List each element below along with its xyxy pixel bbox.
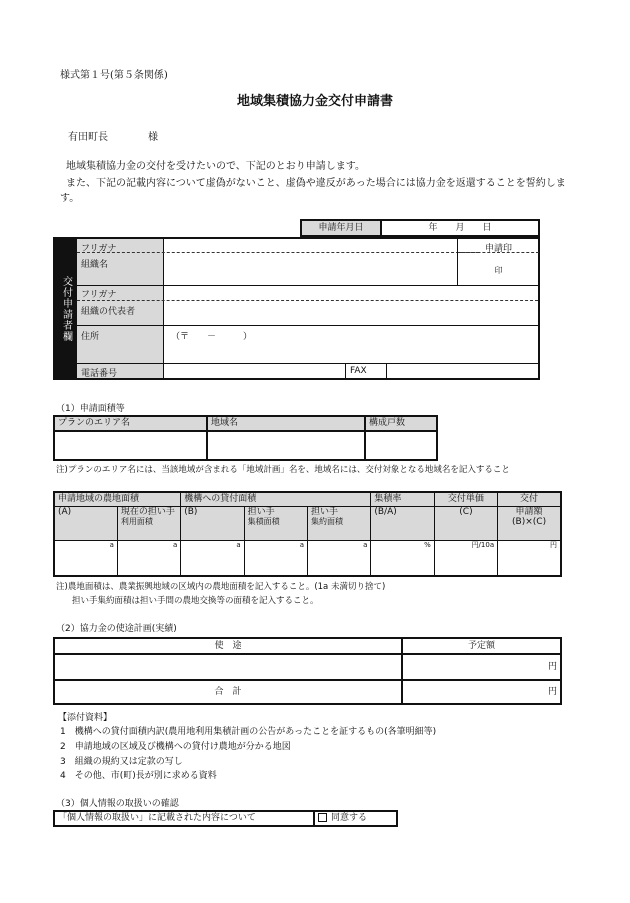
farmer-agg-line1: 担い手 xyxy=(247,506,275,517)
address-label: 住所 xyxy=(81,332,100,342)
current-farmer-line1: 現在の担い手 xyxy=(120,506,175,517)
planned-header: 予定額 xyxy=(402,638,561,654)
attachment-item-2: 2 申請地域の区域及び機構への貸付け農地が分かる地図 xyxy=(60,742,291,752)
row-divider-1 xyxy=(77,285,538,286)
farmer-agg-line2: 集積面積 xyxy=(247,516,280,526)
agree-checkbox[interactable] xyxy=(318,813,327,822)
attachment-item-3: 3 組織の規約又は定款の写し xyxy=(60,757,183,767)
org-name-field[interactable] xyxy=(165,255,477,285)
use-header: 使 途 xyxy=(54,638,402,654)
seal-mark: 印 xyxy=(494,266,503,275)
plan-area-table xyxy=(53,415,438,461)
applicant-side-label xyxy=(55,239,77,378)
total-label: 合 計 xyxy=(54,680,402,704)
applicant-block xyxy=(53,237,540,380)
rate-header: 集積率 xyxy=(371,492,434,506)
fax-cell xyxy=(345,363,387,378)
intro-line-3: す。 xyxy=(60,193,80,204)
attachments-heading: 【添付資料】 xyxy=(58,713,113,723)
row-divider-3 xyxy=(77,363,538,364)
unit-amount-cell[interactable]: 円 xyxy=(498,540,561,576)
privacy-table xyxy=(53,810,398,827)
seal-box xyxy=(457,239,539,285)
unit-current-cell[interactable]: a xyxy=(117,540,180,576)
row-divider-2 xyxy=(77,325,538,326)
farmer-agg-header xyxy=(244,506,307,540)
postal-code-field[interactable]: （〒 － ） xyxy=(171,332,253,342)
org-name-label: 組織名 xyxy=(81,260,109,270)
farmer-con-line2: 集約面積 xyxy=(311,516,343,526)
area-table xyxy=(53,491,562,577)
date-row xyxy=(300,219,540,237)
amount-header: 交付 xyxy=(498,492,561,506)
furigana-label-2: フリガナ xyxy=(81,290,117,300)
region-cell[interactable] xyxy=(207,431,365,460)
price-header: 交付単価 xyxy=(434,492,497,506)
furigana-divider-1 xyxy=(77,252,479,253)
seal-header: 申請印 xyxy=(484,244,512,254)
intro-line-2: また、下記の記載内容について虚偽がないこと、虚偽や違反があった場合には協力金を返還することを誓約しま xyxy=(66,178,566,189)
unit-a-cell[interactable]: a xyxy=(54,540,117,576)
representative-label: 組織の代表者 xyxy=(81,307,136,317)
unit-rate-cell[interactable]: % xyxy=(371,540,434,576)
page-title: 地域集積協力金交付申請書 xyxy=(236,94,393,109)
date-label: 申請年月日 xyxy=(301,220,381,236)
unit-price-cell[interactable]: 円/10a xyxy=(434,540,497,576)
current-farmer-line2: 利用面積 xyxy=(120,516,153,526)
addressee: 有田町長 様 xyxy=(68,132,158,143)
current-farmer-header xyxy=(117,506,180,540)
lease-header: 機構への貸付面積 xyxy=(181,492,371,506)
privacy-agree-cell[interactable] xyxy=(314,811,397,826)
furigana-label-1: フリガナ xyxy=(81,244,117,254)
unit-b-cell[interactable]: a xyxy=(181,540,244,576)
c-label: (C) xyxy=(434,506,497,540)
section3-heading: （3）個人情報の取扱いの確認 xyxy=(56,799,179,809)
fax-label: FAX xyxy=(350,366,367,376)
section1-note: 注)プランのエリア名には、当該地域が含まれる「地域計画」名を、地域名には、交付対象となる地域名を記入すること xyxy=(56,465,510,475)
date-value[interactable]: 年 月 日 xyxy=(381,220,539,236)
plan-area-cell[interactable] xyxy=(54,431,207,460)
agree-label: 同意する xyxy=(331,813,368,824)
phone-label: 電話番号 xyxy=(81,369,118,379)
usage-plan-table xyxy=(53,637,562,705)
total-cell[interactable]: 円 xyxy=(402,680,561,704)
privacy-statement: 「個人情報の取扱い」に記載された内容について xyxy=(54,811,314,826)
planned-cell[interactable]: 円 xyxy=(402,654,561,680)
seal-divider xyxy=(458,252,539,253)
section1-heading: （1）申請面積等 xyxy=(56,404,125,414)
farmer-con-line1: 担い手 xyxy=(311,506,339,517)
households-header: 構成戸数 xyxy=(365,416,437,431)
unit-agg-cell[interactable]: a xyxy=(244,540,307,576)
households-cell[interactable] xyxy=(365,431,437,460)
plan-area-header: プランのエリア名 xyxy=(54,416,207,431)
b-label: (B) xyxy=(181,506,244,540)
amount-formula-header xyxy=(498,506,561,540)
form-number: 様式第１号(第５条関係) xyxy=(60,70,168,81)
attachment-item-4: 4 その他、市(町)長が別に求める資料 xyxy=(60,771,217,781)
ba-label: (B/A) xyxy=(371,506,434,540)
notes2-line2: 担い手集約面積は担い手間の農地交換等の面積を記入すること。 xyxy=(72,596,319,606)
attachment-item-1: 1 機構への貸付面積内訳(農用地利用集積計画の公告があったことを証するもの(各筆明細等) xyxy=(60,727,437,737)
amount-line2: 申請額 xyxy=(515,506,543,517)
a-label: (A) xyxy=(54,506,117,540)
farmer-con-header xyxy=(308,506,371,540)
amount-line3: (B)×(C) xyxy=(512,516,547,527)
region-header: 地域名 xyxy=(207,416,365,431)
use-cell[interactable] xyxy=(54,654,402,680)
applicant-side-text: 交付申請者欄 xyxy=(60,275,72,342)
unit-con-cell[interactable]: a xyxy=(308,540,371,576)
farmland-header: 申請地域の農地面積 xyxy=(54,492,181,506)
furigana-divider-2 xyxy=(77,300,538,301)
notes2-line1: 注)農地面積は、農業振興地域の区域内の農地面積を記入すること。(1a 未満切り捨て) xyxy=(56,582,386,592)
section2-heading: （2）協力金の使途計画(実績) xyxy=(56,624,177,634)
intro-line-1: 地域集積協力金の交付を受けたいので、下記のとおり申請します。 xyxy=(66,161,365,172)
